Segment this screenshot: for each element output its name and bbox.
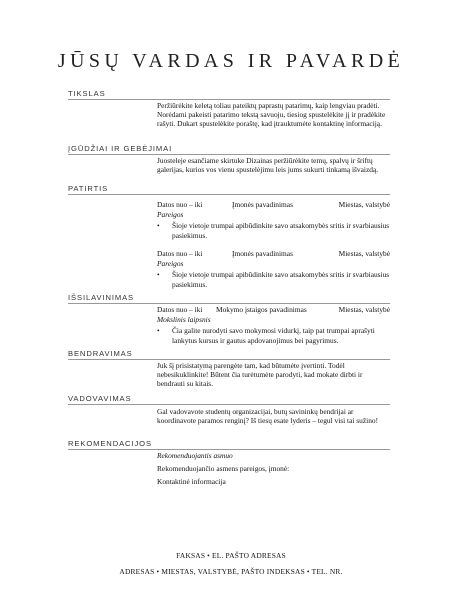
job-1-dates: Datos nuo – iki bbox=[157, 200, 203, 209]
job-2-position[interactable]: Pareigos bbox=[157, 259, 184, 268]
education-school: Mokymo įstaigos pavadinimas bbox=[216, 305, 307, 314]
job-2-company: Įmonės pavadinimas bbox=[232, 249, 293, 258]
job-2-location: Miestas, valstybė bbox=[338, 249, 390, 258]
education-bullet-text: Čia galite nurodyti savo mokymosi vidurkį, taip pat trumpai aprašyti lankytus kursus ir gautus apdovanojimus bei pagyrimus. bbox=[172, 326, 375, 345]
job-2-bullet-text: Šioje vietoje trumpai apibūdinkite savo atsakomybės sritis ir svarbiausius pasiekimus. bbox=[172, 270, 390, 289]
communication-text[interactable]: Juk šį prisistatymą parengėte tam, kad būtumėte įvertinti. Todėl nebesikuklinkite! Būtent čia turėtumėte parodyti, kad mokate dirbti ir bendrauti su kitais. bbox=[157, 361, 363, 388]
reference-role[interactable]: Rekomenduojančio asmens pareigos, įmonė: bbox=[157, 464, 290, 473]
resume-name[interactable]: JŪSŲ VARDAS IR PAVARDĖ bbox=[57, 50, 405, 72]
bullet-dot: • bbox=[157, 221, 160, 230]
section-title-objective: TIKSLAS bbox=[68, 89, 390, 100]
footer-line-2[interactable]: ADRESAS • MIESTAS, VALSTYBĖ, PAŠTO INDEKSAS • TEL. NR. bbox=[119, 567, 343, 576]
reference-person[interactable]: Rekomenduojantis asmuo bbox=[157, 451, 233, 460]
section-title-leadership: VADOVAVIMAS bbox=[68, 394, 390, 405]
section-title-references: REKOMENDACIJOS bbox=[68, 439, 390, 450]
education-location: Miestas, valstybė bbox=[338, 305, 390, 314]
job-2-header[interactable] bbox=[157, 249, 390, 259]
education-header[interactable] bbox=[157, 305, 390, 315]
footer-line-1[interactable]: FAKSAS • EL. PAŠTO ADRESAS bbox=[176, 551, 286, 560]
section-title-education: IŠSILAVINIMAS bbox=[68, 293, 390, 304]
reference-contact[interactable]: Kontaktinė informacija bbox=[157, 477, 226, 486]
education-dates: Datos nuo – iki bbox=[157, 305, 203, 314]
skills-text[interactable]: Juosteleje esančiame skirtuke Dizainas peržiūrėkite temų, spalvų ir šriftų galerijas, kurios vos vienu spustelėjimu leis jums sukurti tinkamą išvaizdą. bbox=[157, 156, 379, 174]
job-1-location: Miestas, valstybė bbox=[338, 200, 390, 209]
job-2-dates: Datos nuo – iki bbox=[157, 249, 203, 258]
job-1-company: Įmonės pavadinimas bbox=[232, 200, 293, 209]
job-1-header[interactable] bbox=[157, 200, 390, 210]
leadership-text[interactable]: Gal vadovavote studentų organizacijai, butų savininkų bendrijai ar koordinavote paramos renginį? Iš tiesų esate lyderis – tegul visi tai sužino! bbox=[157, 407, 379, 425]
job-1-position[interactable]: Pareigos bbox=[157, 210, 184, 219]
section-title-skills: ĮGŪDŽIAI IR GEBĖJIMAI bbox=[68, 144, 390, 155]
section-title-experience: PATIRTIS bbox=[68, 184, 390, 195]
bullet-dot: • bbox=[157, 326, 160, 335]
education-degree[interactable]: Mokslinis laipsnis bbox=[157, 315, 211, 324]
bullet-dot: • bbox=[157, 270, 160, 279]
objective-text[interactable]: Peržiūrėkite keletą toliau pateiktų paprastų patarimų, kaip lengviau pradėti. Norėdami pakeisti patarimo tekstą savuoju, tiesiog spustelėkite jį ir pradėkite rašyti. Dukart spustelėkite poraštę, kad įtrauktumėte kontaktinę informaciją. bbox=[157, 101, 386, 128]
job-1-bullet-text: Šioje vietoje trumpai apibūdinkite savo atsakomybės sritis ir svarbiausius pasiekimus. bbox=[172, 221, 390, 240]
section-title-communication: BENDRAVIMAS bbox=[68, 349, 390, 360]
